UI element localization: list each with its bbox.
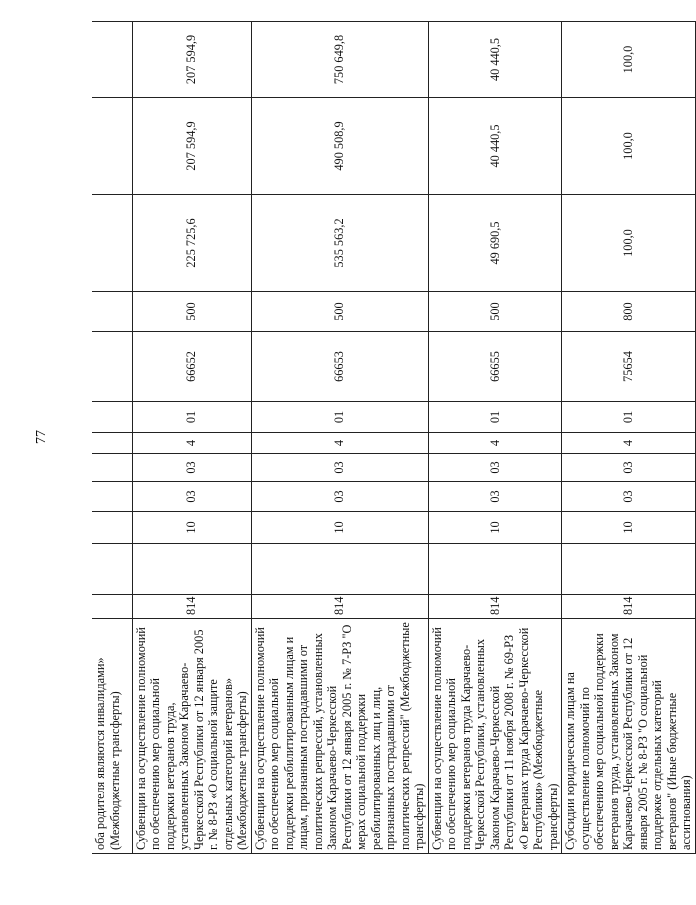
cell-subsection: 03 — [251, 482, 428, 512]
row-description: Субвенции на осуществление полномочий по обеспечению мер социальной поддержки реабилитированным лицам и лицам, признанным пострадавшими от политических репрессий, установленных Законом Карачаево-Черкесской Республики от 12 января 2005 г. № 7-РЗ "О мерах социальной поддержки реабилитированных лиц и лиц, признанных пострадавшими от политических репрессий" (Межбюджетные трансферты) — [251, 619, 428, 854]
page-number: 77 — [34, 430, 49, 444]
cell-amount-2: 40 440,5 — [428, 98, 562, 195]
cell-amount-2: 490 508,9 — [251, 98, 428, 195]
cell-ministry: 814 — [251, 595, 428, 619]
cell-amount-2: 100,0 — [562, 98, 696, 195]
cell-area: 01 — [428, 402, 562, 433]
cell-program: 03 — [251, 454, 428, 482]
cell-amount-3 — [92, 22, 132, 98]
cell-subsection: 03 — [562, 482, 696, 512]
cell-area — [92, 402, 132, 433]
cell-expense-type: 500 — [428, 292, 562, 332]
table-row — [562, 22, 696, 854]
cell-section: 10 — [251, 512, 428, 544]
row-description: Субвенции на осуществление полномочий по обеспечению мер социальной поддержки ветеранов труда, установленных Законом Карачаево-Черкесской Республики от 12 января 2005 г. № 8-РЗ «О социальной защите отдельных категорий ветеранов» (Межбюджетные трансферты) — [132, 619, 251, 854]
cell-subsection: 03 — [132, 482, 251, 512]
row-description: оба родителя являются инвалидами» (Межбюджетные трансферты) — [92, 619, 132, 854]
cell-expense-type: 800 — [562, 292, 696, 332]
cell-area: 01 — [132, 402, 251, 433]
empty-cell — [428, 544, 562, 595]
cell-subsection: 03 — [428, 482, 562, 512]
cell-program: 03 — [132, 454, 251, 482]
cell-amount-1: 535 563,2 — [251, 195, 428, 292]
cell-amount-2 — [92, 98, 132, 195]
cell-target — [92, 332, 132, 402]
cell-expense-type: 500 — [132, 292, 251, 332]
row-description: Субвенции на осуществление полномочий по обеспечению мер социальной поддержки ветеранов труда Карачаево-Черкесской Республики, установленных Законом Карачаево-Черкесской Республики от 11 ноября 2008 г. № 69-РЗ «О ветеранах труда Карачаево-Черкесской Республики» (Межбюджетные трансферты) — [428, 619, 562, 854]
table-row — [428, 22, 562, 854]
table-row — [132, 22, 251, 854]
empty-cell — [92, 544, 132, 595]
table-row — [251, 22, 428, 854]
cell-subsection — [92, 482, 132, 512]
cell-section — [92, 512, 132, 544]
cell-program: 03 — [562, 454, 696, 482]
cell-target: 66653 — [251, 332, 428, 402]
cell-amount-3: 750 649,8 — [251, 22, 428, 98]
table-row — [92, 22, 132, 854]
cell-program — [92, 454, 132, 482]
cell-expense-type — [92, 292, 132, 332]
cell-section: 10 — [132, 512, 251, 544]
empty-cell — [562, 544, 696, 595]
cell-area: 01 — [562, 402, 696, 433]
budget-table — [92, 21, 696, 854]
cell-amount-2: 207 594,9 — [132, 98, 251, 195]
cell-expense-type: 500 — [251, 292, 428, 332]
cell-amount-1: 100,0 — [562, 195, 696, 292]
cell-amount-3: 40 440,5 — [428, 22, 562, 98]
cell-amount-1: 49 690,5 — [428, 195, 562, 292]
cell-subprogram: 4 — [562, 433, 696, 454]
budget-table-rotated — [92, 22, 693, 854]
cell-subprogram: 4 — [132, 433, 251, 454]
cell-ministry: 814 — [132, 595, 251, 619]
cell-ministry: 814 — [428, 595, 562, 619]
cell-amount-1 — [92, 195, 132, 292]
cell-section: 10 — [562, 512, 696, 544]
cell-target: 66652 — [132, 332, 251, 402]
cell-ministry — [92, 595, 132, 619]
cell-subprogram — [92, 433, 132, 454]
cell-target: 75654 — [562, 332, 696, 402]
cell-amount-3: 207 594,9 — [132, 22, 251, 98]
cell-program: 03 — [428, 454, 562, 482]
cell-subprogram: 4 — [251, 433, 428, 454]
row-description: Субсидии юридическим лицам на осуществление полномочий по обеспечению мер социальной поддержки ветеранов труда, установленных Законом Карачаево-Черкесской Республики от 12 января 2005 г. № 8-РЗ "О социальной поддержке отдельных категорий ветеранов" (Иные бюджетные ассигнования) — [562, 619, 696, 854]
empty-cell — [251, 544, 428, 595]
empty-cell — [132, 544, 251, 595]
cell-subprogram: 4 — [428, 433, 562, 454]
cell-area: 01 — [251, 402, 428, 433]
cell-amount-1: 225 725,6 — [132, 195, 251, 292]
cell-amount-3: 100,0 — [562, 22, 696, 98]
cell-target: 66655 — [428, 332, 562, 402]
cell-ministry: 814 — [562, 595, 696, 619]
cell-section: 10 — [428, 512, 562, 544]
